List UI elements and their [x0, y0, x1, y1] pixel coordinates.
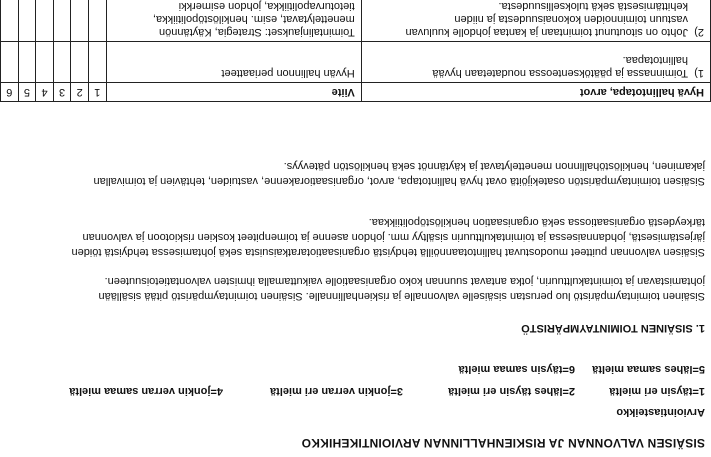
column-header-4: 4: [36, 83, 54, 102]
table-header-row: [1, 83, 711, 102]
statement-cell: [361, 0, 710, 42]
scale-item-4: 4=jonkin verran samaa mieltä: [69, 385, 223, 397]
statement-line: Johto on sitoutunut toimintaan ja kantaa johdolle kuuluvan: [405, 26, 688, 38]
column-header-statement: Hyvä hallintotapa, arvot: [361, 83, 710, 102]
row-number: 1): [694, 67, 704, 79]
column-header-6: 6: [1, 83, 19, 102]
rating-cell-1[interactable]: [88, 42, 106, 83]
assessment-table: [0, 0, 711, 102]
scale-item-5: 5=lähes samaa mieltä: [592, 363, 705, 375]
column-header-3: 3: [53, 83, 71, 102]
reference-line: Hyvän hallinnon periaatteet: [221, 67, 355, 79]
rating-cell-3[interactable]: [53, 0, 71, 42]
rating-cell-4[interactable]: [36, 42, 54, 83]
row-number: 2): [694, 26, 704, 38]
scale-item-1: 1=täysin eri mieltä: [609, 385, 705, 397]
rating-cell-4[interactable]: [36, 0, 54, 42]
rating-cell-6[interactable]: [1, 0, 19, 42]
rating-cell-6[interactable]: [1, 42, 19, 83]
column-header-reference: Viite: [106, 83, 361, 102]
rating-cell-5[interactable]: [18, 0, 36, 42]
paragraph-line: järjestämisestä, johdannaisessa ja toimintakulttuurin sisältyy mm. johdon asenne ja toimenpiteet koskien riskiotoon ja valvonnan: [82, 231, 705, 243]
reference-line: menettelytavat, esim. henkilöstöpolitiikka,: [152, 13, 355, 25]
paragraph-line: tärkeydestä organisaatiossa sekä organisaation henkilöstöpolitiikkaa.: [368, 216, 705, 228]
rating-cell-5[interactable]: [18, 42, 36, 83]
paragraph-line: jakaminen, henkilöstöhallinnon menettelytavat ja käytännöt sekä henkilöstön pätevyys.: [283, 160, 705, 172]
column-header-5: 5: [18, 83, 36, 102]
statement-line: Toiminnassa ja päätöksenteossa noudatetaan hyvää: [432, 67, 688, 79]
column-header-1: 1: [88, 83, 106, 102]
table-row: [1, 0, 711, 42]
reference-line: Toimintalinjaukset: Strategia, Käytännön: [159, 26, 355, 38]
column-header-2: 2: [71, 83, 89, 102]
table-row: [1, 42, 711, 83]
scale-item-6: 6=täysin samaa mieltä: [458, 363, 575, 375]
section-heading: 1. SISÄINEN TOIMINTAYMPÄRISTÖ: [521, 322, 705, 334]
statement-cell: [361, 42, 710, 83]
document-title: SISÄISEN VALVONNAN JA RISKIENHALLINNAN ARVIOINTIKEHIKKO: [301, 436, 705, 450]
rating-cell-3[interactable]: [53, 42, 71, 83]
statement-line: kehittämisestä sekä tuloksellisuudesta.: [498, 0, 688, 12]
scale-item-3: 3=jonkin verran eri mieltä: [270, 385, 403, 397]
statement-line: vastuun toiminnoiden kokonaisuudesta ja niiden: [454, 13, 688, 25]
paragraph-line: Sisäinen toimintaympäristö luo perustan sisäiselle valvonnalle ja riskienhallinnalle. Sisäinen toimintaympäristö pitää sisällään: [98, 290, 705, 302]
paragraph-line: Sisäisen toimintaympäristön osatekijöitä ovat hyvä hallintotapa, arvot, organisaatiorakenne, vastuiden, tehtävien ja toimivallan: [93, 175, 705, 187]
reference-line: tietoturvapolitiikka, johdon esimerkki: [178, 0, 355, 12]
reference-cell: [106, 0, 361, 42]
paragraph-line: johtamistavan ja toimintakulttuurin, jotka antavat suunnan koko organisaatiolle vaikuttamalla ihmisten valvontatietoisuuteen.: [104, 275, 705, 287]
paragraph-line: Sisäisen valvonnan puitteet muodostuvat hallintotaannöillä tehdyistä organisaatiotaratkaisuista sekä johtamisessa tehdyistä töiden: [71, 246, 705, 258]
rating-cell-1[interactable]: [88, 0, 106, 42]
scale-heading: Arviointiasteikko: [616, 406, 705, 418]
statement-line: hallintotapaa.: [622, 54, 688, 66]
scale-item-2: 2=lähes täysin eri mieltä: [448, 385, 575, 397]
reference-cell: [106, 42, 361, 83]
rating-cell-2[interactable]: [71, 42, 89, 83]
rating-cell-2[interactable]: [71, 0, 89, 42]
